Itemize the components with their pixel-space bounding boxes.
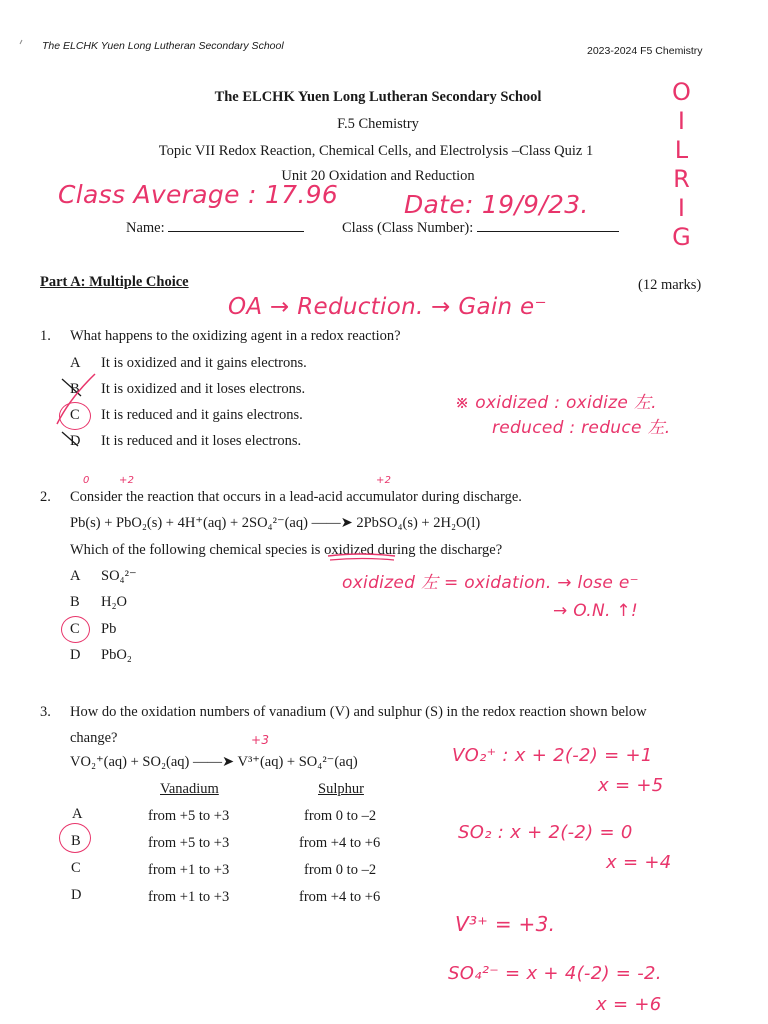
q3-row-b-letter: B (71, 833, 81, 849)
calc-vo2-line: VO₂⁺ : x + 2(-2) = +1 (452, 745, 653, 766)
topic-title: Topic VII Redox Reaction, Chemical Cells, and Electrolysis –Class Quiz 1 (158, 143, 594, 159)
q1-option-a-letter: A (70, 355, 81, 371)
q3-row-a-letter: A (72, 806, 83, 822)
q2-side-note-1: oxidized 左 = oxidation. → lose e⁻ (342, 573, 639, 593)
q2-answer-circle (61, 616, 90, 643)
q1-option-d-text: It is reduced and it loses electrons. (101, 433, 302, 449)
calc-vo2-result: x = +5 (598, 775, 664, 796)
name-label: Name: (126, 220, 165, 236)
calc-so2-result: x = +4 (606, 852, 672, 873)
olrig-letter: O (672, 78, 692, 106)
q1-option-d-letter: D (70, 433, 81, 449)
q3-row-a-vanadium: from +5 to +3 (148, 808, 230, 824)
q2-on-plus2-b: +2 (376, 475, 392, 486)
q2-on-plus2-a: +2 (119, 475, 135, 486)
q3-row-b-sulphur: from +4 to +6 (299, 835, 381, 851)
date-note: Date: 19/9/23. (404, 190, 589, 219)
q1-handwritten-note: OA → Reduction. → Gain e⁻ (228, 294, 547, 320)
q2-option-c-letter: C (70, 621, 80, 637)
olrig-mnemonic (672, 78, 691, 252)
part-a-marks: (12 marks) (638, 277, 702, 293)
q3-header-vanadium: Vanadium (160, 781, 219, 797)
q2-equation: Pb(s) + PbO₂(s) + 4H⁺(aq) + 2SO₄²⁻(aq) ——➤ 2PbSO₄(s) + 2H₂O(l) (70, 515, 481, 531)
running-header-left: The ELCHK Yuen Long Lutheran Secondary School (42, 40, 284, 52)
q2-option-a-text: SO₄²⁻ (101, 568, 137, 584)
q1-option-c-text: It is reduced and it gains electrons. (101, 407, 303, 423)
q3-row-d-letter: D (71, 887, 82, 903)
calc-so4-line: SO₄²⁻ = x + 4(-2) = -2. (448, 963, 662, 984)
calc-v3-line: V³⁺ = +3. (455, 912, 556, 936)
name-field (126, 220, 304, 237)
q3-row-d-vanadium: from +1 to +3 (148, 889, 230, 905)
q1-answer-circle (59, 402, 91, 430)
olrig-letter: I (677, 194, 686, 222)
q3-answer-circle (59, 823, 91, 853)
school-title: The ELCHK Yuen Long Lutheran Secondary School (214, 89, 542, 105)
q3-row-b-vanadium: from +5 to +3 (148, 835, 230, 851)
running-header-right: 2023-2024 F5 Chemistry (587, 45, 703, 57)
q1-option-b-text: It is oxidized and it loses electrons. (101, 381, 306, 397)
olrig-letter: I (677, 107, 686, 135)
calc-so4-result: x = +6 (596, 994, 662, 1015)
q1-stem: What happens to the oxidizing agent in a redox reaction? (70, 328, 401, 344)
q2-stem: Consider the reaction that occurs in a lead-acid accumulator during discharge. (70, 489, 522, 505)
class-label: Class (Class Number): (342, 220, 474, 236)
class-average-note: Class Average : 17.96 (58, 180, 339, 209)
olrig-letter: L (674, 136, 689, 164)
q2-option-d-text: PbO₂ (101, 647, 132, 663)
q3-number: 3. (40, 704, 51, 720)
q1-option-a-text: It is oxidized and it gains electrons. (101, 355, 307, 371)
q3-row-a-sulphur: from 0 to –2 (304, 808, 377, 824)
q2-option-b-text: H₂O (101, 594, 127, 610)
q3-stem: How do the oxidation numbers of vanadium (V) and sulphur (S) in the redox reaction shown below (70, 704, 647, 720)
q3-row-d-sulphur: from +4 to +6 (299, 889, 381, 905)
q1-side-note-2: reduced : reduce 左. (492, 418, 671, 438)
q2-option-a-letter: A (70, 568, 81, 584)
unit-title: Unit 20 Oxidation and Reduction (281, 168, 475, 184)
q2-option-c-text: Pb (101, 621, 117, 637)
class-blank (477, 221, 619, 232)
q1-option-c-letter: C (70, 407, 80, 423)
q1-side-note-1: ※ oxidized : oxidize 左. (455, 393, 657, 413)
olrig-letter: G (672, 223, 692, 251)
calc-so2-line: SO₂ : x + 2(-2) = 0 (458, 822, 633, 843)
q2-on-pb: 0 (83, 475, 90, 486)
olrig-letter: R (673, 165, 691, 193)
name-blank (168, 221, 304, 232)
q3-stem-cont: change? (70, 730, 118, 746)
q2-option-d-letter: D (70, 647, 81, 663)
class-field (342, 220, 619, 237)
q1-option-b-letter: B (70, 381, 80, 397)
q1-number: 1. (40, 328, 51, 344)
form-subject: F.5 Chemistry (337, 116, 419, 132)
q3-row-c-letter: C (71, 860, 81, 876)
q3-row-c-sulphur: from 0 to –2 (304, 862, 377, 878)
q3-plus3-note: +3 (251, 733, 270, 747)
q3-equation: VO₂⁺(aq) + SO₂(aq) ——➤ V³⁺(aq) + SO₄²⁻(aq) (70, 754, 358, 770)
q2-side-note-2: → O.N. ↑! (553, 601, 639, 621)
q2-stem-2: Which of the following chemical species is oxidized during the discharge? (70, 542, 503, 558)
q3-row-c-vanadium: from +1 to +3 (148, 862, 230, 878)
q2-number: 2. (40, 489, 51, 505)
q2-option-b-letter: B (70, 594, 80, 610)
scan-mark (20, 40, 22, 44)
q3-header-sulphur: Sulphur (318, 781, 364, 797)
part-a-heading: Part A: Multiple Choice (40, 274, 189, 290)
